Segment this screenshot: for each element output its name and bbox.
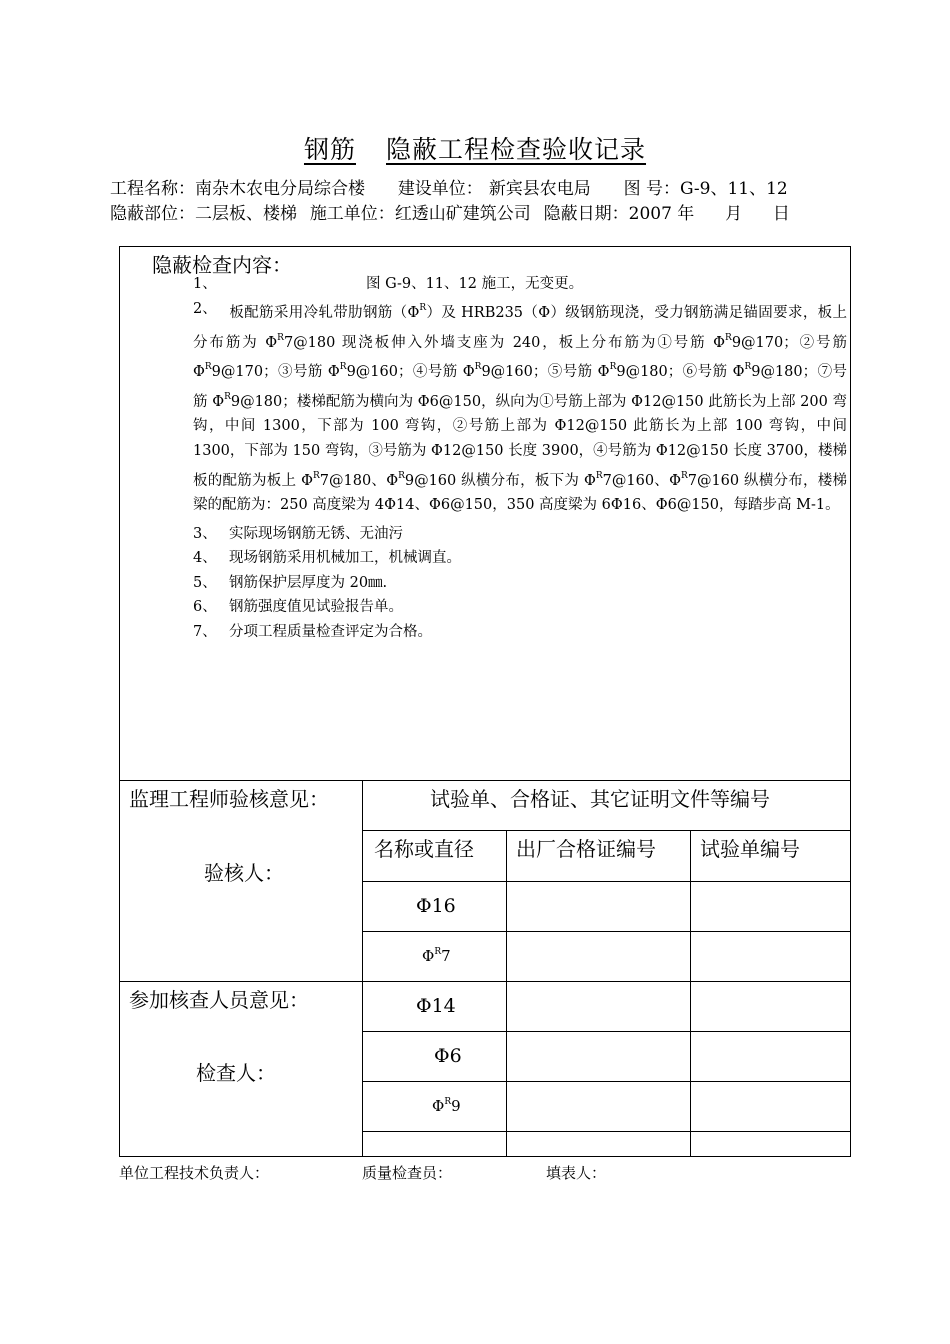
- divider-col-2: [690, 830, 691, 1157]
- item-6-num: 6、: [193, 599, 217, 615]
- title-part2: 隐蔽工程检查验收记录: [386, 135, 647, 164]
- row-line-5: [362, 1081, 851, 1082]
- contractor-value: 红透山矿建筑公司: [394, 204, 531, 224]
- divider-inspection: [119, 780, 851, 781]
- row-line-3: [119, 981, 851, 982]
- divider-left-right: [362, 780, 363, 1157]
- date-day: 日: [772, 204, 790, 224]
- item-7-text: 分项工程质量检查评定为合格。: [229, 624, 432, 640]
- item-2-body: 板配筋采用冷轧带肋钢筋$(\Phi^R)$及 HRB235（Φ）级钢筋现浇，受力钢筋满足锚固要求，板上分布筋为 $\Phi^R7@180$ 现浇板伸入外墙支座为 240，板上分布筋为①号筋 $\Phi^R9@170$；②号筋 $\Phi^R9@170$；③号筋 $\Phi^R9@160$；④号筋 $\Phi^R9@160$；⑤号筋 $\Phi^R9@180$；⑥号筋 $\Phi^R9@180$；⑦号筋 $\Phi^R9@180$；楼梯配筋为横向为 Φ6@150，纵向为①号筋上部为 Φ12@150 此筋长为上部 200 弯钩，中间 1300，下部为 100 弯钩，②号筋上部为 Φ12@150 此筋长为上部 100 弯钩，中间 1300，下部为 150 弯钩，③号筋为 Φ12@150 长度 3900，④号筋为 Φ12@150 长度 3700，楼梯板的配筋为板上 $\Phi^R7@180$、$\Phi^R9@160$ 纵横分布，板下为 $\Phi^R7@160$、$\Phi^R7@160$ 纵横分布，楼梯梁的配筋为：250 高度梁为 4Φ14、Φ6@150，350 高度梁为 6Φ16、Φ6@150，每踏步高 M-1。: [193, 303, 848, 514]
- item-3-num: 3、: [193, 526, 217, 542]
- row-2-name: $\Phi^R7$: [422, 947, 451, 965]
- drawing-label: 图 号：: [623, 179, 681, 199]
- project-value: 南杂木农电分局综合楼: [195, 179, 365, 199]
- item-7-num: 7、: [193, 624, 217, 640]
- row-line-6: [362, 1131, 851, 1132]
- row-3-name: Φ14: [416, 995, 456, 1017]
- item-3-text: 实际现场钢筋无锈、无油污: [229, 526, 403, 542]
- certificates-heading: 试验单、合格证、其它证明文件等编号: [430, 787, 770, 811]
- item-6-text: 钢筋强度值见试验报告单。: [229, 599, 403, 615]
- item-1-num: 1、: [193, 276, 217, 292]
- col-header-test: 试验单编号: [700, 837, 800, 861]
- date-month: 月: [725, 204, 743, 224]
- divider-cert-heading: [362, 830, 851, 831]
- participants-signer: 检查人：: [196, 1061, 276, 1085]
- part-label: 隐蔽部位：: [110, 204, 195, 224]
- part-value: 二层板、楼梯: [195, 204, 297, 224]
- row-line-2: [362, 931, 851, 932]
- title-part1: 钢筋: [303, 135, 356, 164]
- row-line-1: [362, 881, 851, 882]
- row-4-name: Φ6: [434, 1045, 462, 1067]
- col-header-name: 名称或直径: [374, 837, 474, 861]
- contractor-label: 施工单位：: [309, 204, 395, 224]
- date-year: 2007 年: [628, 204, 695, 224]
- supervisor-signer: 验核人：: [204, 861, 284, 885]
- item-1-text: 图 G-9、11、12 施工，无变更。: [366, 276, 584, 292]
- divider-col-1: [506, 830, 507, 1157]
- footer-quality: 质量检查员：: [362, 1164, 453, 1182]
- item-5-num: 5、: [193, 575, 217, 591]
- row-5-name: $\Phi^R9$: [432, 1097, 461, 1115]
- owner-label: 建设单位：: [397, 179, 483, 199]
- item-4-num: 4、: [193, 550, 217, 566]
- col-header-cert: 出厂合格证编号: [516, 837, 656, 861]
- row-1-name: Φ16: [416, 895, 456, 917]
- participants-opinion: 参加核查人员意见：: [129, 988, 309, 1012]
- item-2-text: [193, 296, 847, 518]
- item-4-text: 现场钢筋采用机械加工，机械调直。: [229, 550, 461, 566]
- project-label: 工程名称：: [110, 179, 195, 199]
- header-row-2: [110, 199, 790, 224]
- date-label: 隐蔽日期：: [543, 204, 629, 224]
- item-5-text: 钢筋保护层厚度为 20㎜.: [229, 575, 388, 591]
- header-row-1: [110, 174, 788, 199]
- drawing-value: G-9、11、12: [680, 179, 788, 199]
- footer-tech-lead: 单位工程技术负责人：: [119, 1164, 270, 1182]
- page-title: [0, 130, 950, 166]
- owner-value: 新宾县农电局: [488, 179, 591, 199]
- item-2-num: 2、: [193, 301, 217, 317]
- supervisor-opinion: 监理工程师验核意见：: [129, 787, 329, 811]
- footer-filler: 填表人：: [546, 1164, 607, 1182]
- row-line-4: [362, 1031, 851, 1032]
- inspection-heading: 隐蔽检查内容：: [152, 253, 292, 277]
